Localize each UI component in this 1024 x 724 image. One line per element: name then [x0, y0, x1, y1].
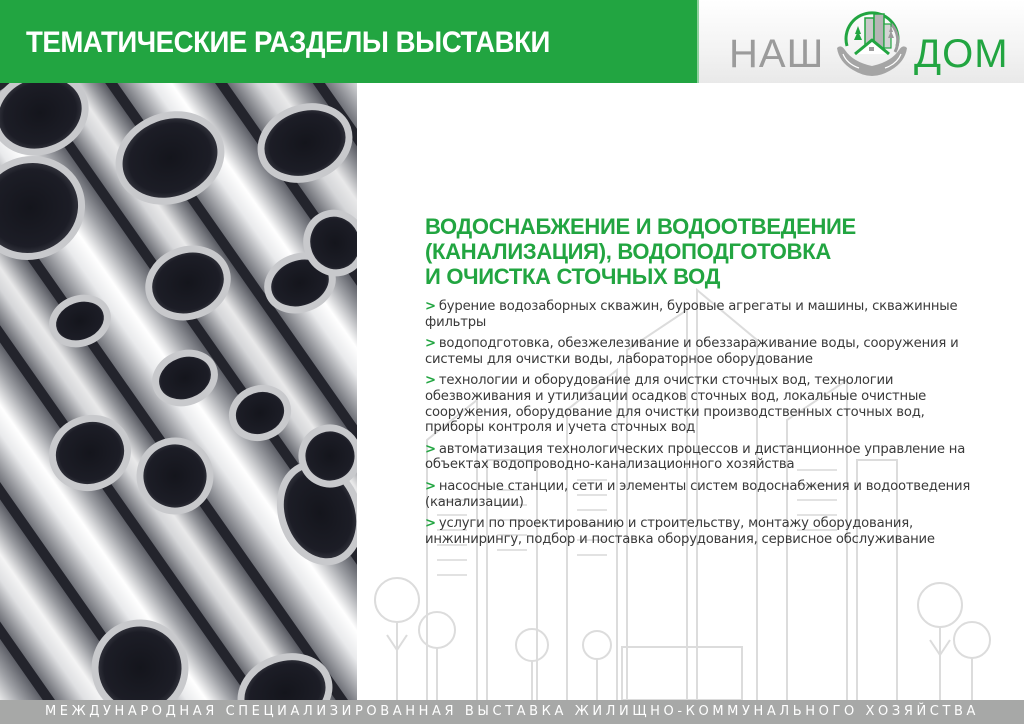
section-title	[425, 214, 985, 289]
section-title-line: И ОЧИСТКА СТОЧНЫХ ВОД	[425, 264, 721, 289]
header-band	[0, 0, 697, 83]
section-content	[425, 214, 985, 553]
list-item-text: бурение водозаборных скважин, буровые агрегаты и машины, скважинные фильтры	[425, 299, 958, 330]
section-title-line: ВОДОСНАБЖЕНИЕ И ВОДООТВЕДЕНИЕ	[425, 214, 856, 239]
chevron-right-icon: >	[425, 336, 436, 352]
logo-word-nash: НАШ	[729, 32, 825, 76]
list-item	[425, 516, 985, 547]
list-item	[425, 479, 985, 510]
house-in-hands-icon	[833, 4, 911, 82]
page-title: ТЕМАТИЧЕСКИЕ РАЗДЕЛЫ ВЫСТАВКИ	[26, 26, 550, 59]
chevron-right-icon: >	[425, 516, 436, 532]
list-item-text: технологии и оборудование для очистки сточных вод, технологии обезвоживания и утилизации осадков сточных вод, локальные очистные сооружения, оборудование для очистки производственных сточных вод, приборы контроля и учета сточных вод	[425, 373, 927, 436]
list-item-text: автоматизация технологических процессов и дистанционное управление на объектах водопроводно-канализационного хозяйства	[425, 441, 966, 473]
chevron-right-icon: >	[425, 373, 436, 389]
footer-text: МЕЖДУНАРОДНАЯ СПЕЦИАЛИЗИРОВАННАЯ ВЫСТАВКА ЖИЛИЩНО-КОММУНАЛЬНОГО ХОЗЯЙСТВА	[44, 704, 980, 719]
topic-list	[425, 299, 985, 547]
list-item	[425, 299, 985, 330]
list-item	[425, 373, 985, 435]
list-item	[425, 442, 985, 473]
chevron-right-icon: >	[425, 478, 436, 494]
chevron-right-icon: >	[425, 441, 436, 457]
list-item	[425, 336, 985, 367]
section-title-line: (КАНАЛИЗАЦИЯ), ВОДОПОДГОТОВКА	[425, 239, 831, 264]
list-item-text: насосные станции, сети и элементы систем водоснабжения и водоотведения (канализации)	[425, 478, 971, 510]
footer-bar	[0, 700, 1024, 724]
list-item-text: услуги по проектированию и строительству, монтажу оборудования, инжинирингу, подбор и поставка оборудования, сервисное обслуживание	[425, 516, 935, 547]
steel-pipes-image	[0, 83, 357, 700]
chevron-right-icon: >	[425, 299, 436, 314]
list-item-text: водоподготовка, обезжелезивание и обеззараживание воды, сооружения и системы для очистки воды, лабораторное оборудование	[425, 336, 959, 367]
logo	[697, 0, 1024, 83]
logo-word-dom: ДОМ	[914, 32, 1009, 76]
